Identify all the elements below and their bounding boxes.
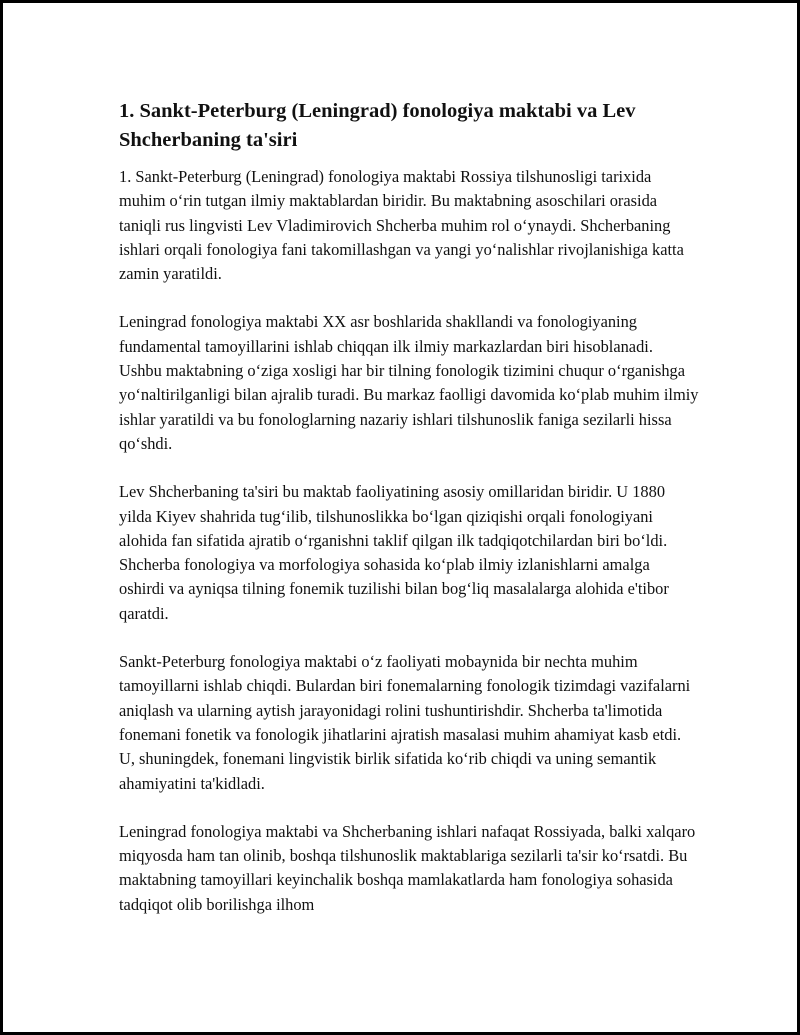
- paragraph-2: Leningrad fonologiya maktabi XX asr boshlarida shakllandi va fonologiyaning fundamental tamoyillarini ishlab chiqqan ilk ilmiy markazlardan biri hisoblanadi. Ushbu maktabning o‘ziga xosligi har bir tilning fonologik tizimini chuqur o‘rganishga yo‘naltirilganligi bilan ajralib turadi. Bu markaz faolligi davomida ko‘plab muhim ilmiy ishlar yaratildi va bu fonologlarning nazariy ishlari tilshunoslik faniga sezilarli hissa qo‘shdi.: [119, 312, 699, 453]
- paragraph-3: Lev Shcherbaning ta'siri bu maktab faoliyatining asosiy omillaridan biridir. U 1880 yilda Kiyev shahrida tug‘ilib, tilshunoslikka bo‘lgan qiziqishi orqali fonologiyani alohida fan sifatida ajratib o‘rganishni taklif qilgan ilk tadqiqotchilardan biri bo‘ldi. Shcherba fonologiya va morfologiya sohasida ko‘plab ilmiy izlanishlarni amalga oshirdi va ayniqsa tilning fonemik tuzilishi bilan bog‘liq masalalarga alohida e'tibor qaratdi.: [119, 482, 669, 623]
- document-body: [119, 97, 699, 941]
- paragraph-5: Leningrad fonologiya maktabi va Shcherbaning ishlari nafaqat Rossiyada, balki xalqaro miqyosda ham tan olinib, boshqa tilshunoslik maktablariga sezilarli ta'sir ko‘rsatdi. Bu maktabning tamoyillari keyinchalik boshqa mamlakatlarda ham fonologiya sohasida tadqiqot olib borilishga ilhom: [119, 821, 696, 914]
- paragraph-1: 1. Sankt-Peterburg (Leningrad) fonologiya maktabi Rossiya tilshunosligi tarixida muhim o‘rin tutgan ilmiy maktablardan biridir. Bu maktabning asoschilari orasida taniqli rus lingvisti Lev Vladimirovich Shcherba muhim rol o‘ynaydi. Shcherbaning ishlari orqali fonologiya fani takomillashgan va yangi yo‘nalishlar rivojlanishiga katta zamin yaratildi.: [119, 167, 684, 284]
- document-title: 1. Sankt-Peterburg (Leningrad) fonologiya maktabi va Lev Shcherbaning ta'siri: [119, 100, 636, 151]
- paragraph-4: Sankt-Peterburg fonologiya maktabi o‘z faoliyati mobaynida bir nechta muhim tamoyillarni ishlab chiqdi. Bulardan biri fonemalarning fonologik tizimdagi vazifalarni aniqlash va ularning aytish jarayonidagi rolini tushuntirishdir. Shcherba ta'limotida fonemani fonetik va fonologik jihatlarini ajratish masalasi muhim ahamiyat kasb etdi. U, shuningdek, fonemani lingvistik birlik sifatida ko‘rib chiqdi va uning semantik ahamiyatini ta'kidladi.: [119, 652, 691, 793]
